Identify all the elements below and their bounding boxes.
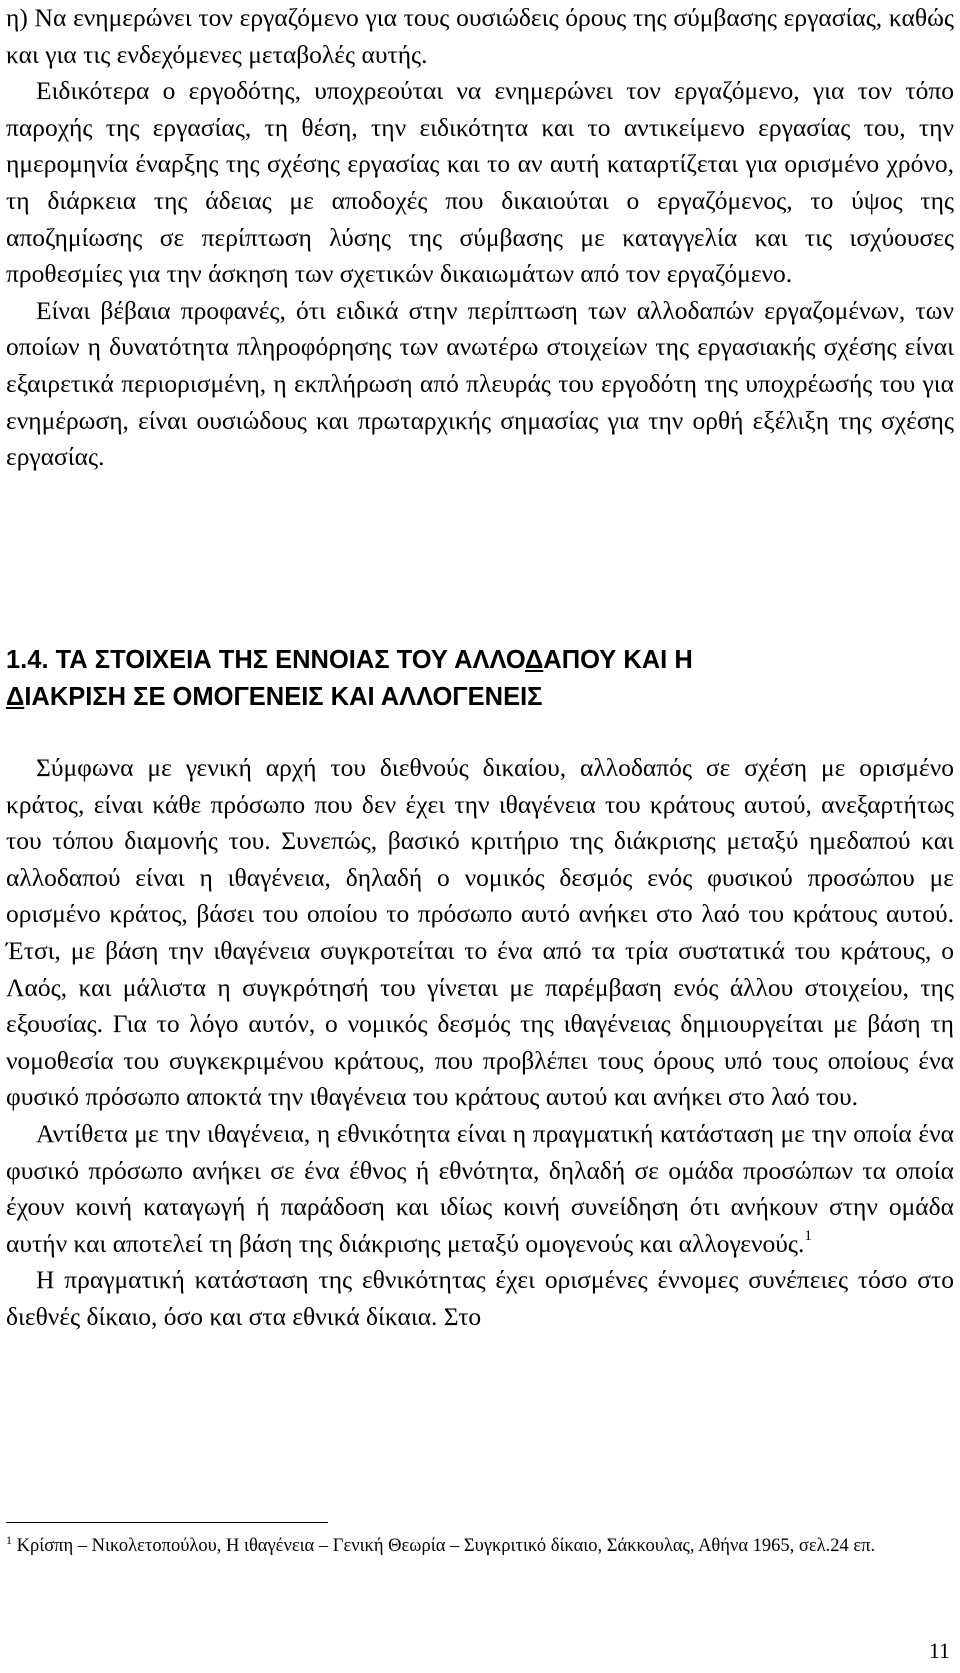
section-heading [6,642,954,716]
footnote-marker: 1 [6,1533,12,1547]
heading-text: Δ [524,646,544,674]
footnote-reference[interactable]: 1 [804,1227,812,1244]
paragraph-text: Αντίθετα με την ιθαγένεια, η εθνικότητα είναι η πραγματική κατάσταση με την οποία ένα φυσικό πρόσωπο ανήκει σε ένα έθνος ή εθνότητα, δηλαδή σε ομάδα προσώπων τα οποία έχουν κοινή καταγωγή ή παράδοση και ιδίως κοινή συνείδηση ότι ανήκουν στην ομάδα αυτήν και αποτελεί τη βάση της διάκρισης μεταξύ ομογενούς και αλλογενούς. [6,1118,954,1258]
paragraph: Σύμφωνα με γενική αρχή του διεθνούς δικαίου, αλλοδαπός σε σχέση με ορισμένο κράτος, είναι κάθε πρόσωπο που δεν έχει την ιθαγένεια του κράτους αυτού, ανεξαρτήτως του τόπου διαμονής του. Συνεπώς, βασικό κριτήριο της διάκρισης μεταξύ ημεδαπού και αλλοδαπού είναι η ιθαγένεια, δηλαδή ο νομικός δεσμός ενός φυσικού προσώπου με ορισμένο κράτος, βάσει του οποίου το πρόσωπο αυτό ανήκει στο λαό του κράτους αυτού. Έτσι, με βάση την ιθαγένεια συγκροτείται το ένα από τα τρία συστατικά του κράτους, ο Λαός, και μάλιστα η συγκρότησή του γίνεται με παρέμβαση ενός άλλου στοιχείου, της εξουσίας. Για το λόγο αυτόν, ο νομικός δεσμός της ιθαγένειας δημιουργείται με βάση τη νομοθεσία του συγκεκριμένου κράτους, που προβλέπει τους όρους υπό τους οποίους ένα φυσικό πρόσωπο αποκτά την ιθαγένεια του κράτους αυτού και ανήκει στο λαό του. [6,753,954,1112]
heading-text: ΙΑΚΡΙΣΗ ΣΕ ΟΜΟΓΕΝΕΙΣ ΚΑΙ ΑΛΛΟΓΕΝΕΙΣ [24,683,543,711]
paragraph: Ειδικότερα ο εργοδότης, υποχρεούται να ενημερώνει τον εργαζόμενο, για τον τόπο παροχής της εργασίας, τη θέση, την ειδικότητα και το αντικείμενο εργασίας του, την ημερομηνία έναρξης της σχέσης εργασίας και το αν αυτή καταρτίζεται για ορισμένο χρόνο, τη διάρκεια της άδειας με αποδοχές που δικαιούται ο εργαζόμενος, το ύψος της αποζημίωσης σε περίπτωση λύσης της σύμβασης με καταγγελία και τις ισχύουσες προθεσμίες για την άσκηση των σχετικών δικαιωμάτων από τον εργαζόμενο. [6,76,954,289]
paragraph: Είναι βέβαια προφανές, ότι ειδικά στην περίπτωση των αλλοδαπών εργαζομένων, των οποίων η δυνατότητα πληροφόρησης των ανωτέρω στοιχείων της εργασιακής σχέσης είναι εξαιρετικά περιορισμένη, η εκπλήρωση από πλευράς του εργοδότη της υποχρέωσής του για ενημέρωση, είναι ουσιώδους και πρωταρχικής σημασίας για την ορθή εξέλιξη της σχέσης εργασίας. [6,295,954,472]
page-number: 11 [928,1638,950,1663]
heading-text: ΑΠΟΥ ΚΑΙ Η [543,646,693,674]
footnote-text: Κρίσπη – Νικολετοπούλου, Η ιθαγένεια – Γενική Θεωρία – Συγκριτικό δίκαιο, Σάκκουλας, Αθήνα 1965, σελ.24 επ. [12,1536,876,1556]
heading-text: 1.4. ΤΑ ΣΤΟΙΧΕΙΑ ΤΗΣ ΕΝΝΟΙΑΣ ΤΟΥ ΑΛΛΟ [6,646,525,674]
body-text-top [6,0,954,476]
heading-text: Δ [6,683,25,711]
paragraph: η) Να ενημερώνει τον εργαζόμενο για τους ουσιώδεις όρους της σύμβασης εργασίας, καθώς και για τις ενδεχόμενες μεταβολές αυτής. [6,3,954,69]
body-text-bottom [6,750,954,1336]
footnote-separator [6,1522,328,1523]
footnote [6,1532,946,1560]
paragraph [6,1116,954,1262]
paragraph: Η πραγματική κατάσταση της εθνικότητας έχει ορισμένες έννομες συνέπειες τόσο στο διεθνές δίκαιο, όσο και στα εθνικά δίκαια. Στο [6,1265,954,1331]
